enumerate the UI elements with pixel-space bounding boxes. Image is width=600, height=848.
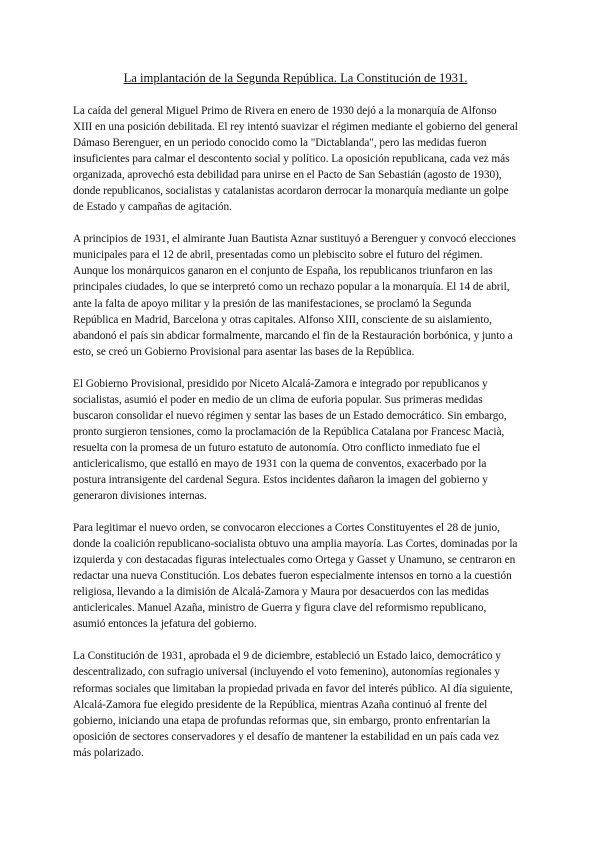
paragraph-3: El Gobierno Provisional, presidido por Niceto Alcalá-Zamora e integrado por republicanos y socialistas, asumió el poder en medio de un clima de euforia popular. Sus primeras medidas buscaron consolidar el nuevo régimen y sentar las bases de un Estado democrático. Sin embargo, pronto surgieron tensiones, como la proclamación de la República Catalana por Francesc Macià, resuelta con la promesa de un futuro estatuto de autonomía. Otro conflicto inmediato fue el anticlericalismo, que estalló en mayo de 1931 con la quema de conventos, exacerbado por la postura intransigente del cardenal Segura. Estos incidentes dañaron la imagen del gobierno y generaron divisiones internas.	[73, 377, 507, 503]
paragraph-4: Para legitimar el nuevo orden, se convocaron elecciones a Cortes Constituyentes el 28 de junio, donde la coalición republicano-socialista obtuvo una amplia mayoría. Las Cortes, dominadas por la izquierda y con destacadas figuras intelectuales como Ortega y Gasset y Unamuno, se centraron en redactar una nueva Constitución. Los debates fueron especialmente intensos en torno a la cuestión religiosa, llevando a la dimisión de Alcalá-Zamora y Maura por desacuerdos con las medidas anticlericales. Manuel Azaña, ministro de Guerra y figura clave del reformismo republicano, asumió entonces la jefatura del gobierno.	[73, 522, 518, 631]
document-title: La implantación de la Segunda República. La Constitución de 1931.	[123, 71, 468, 85]
paragraph-1: La caída del general Miguel Primo de Rivera en enero de 1930 dejó a la monarquía de Alfonso XIII en una posición debilitada. El rey intentó suavizar el régimen mediante el gobierno del general Dámaso Berenguer, en un periodo conocido como la "Dictablanda", pero las medidas fueron insuficientes para calmar el descontento social y político. La oposición republicana, cada vez más organizada, aprovechó esta debilidad para unirse en el Pacto de San Sebastián (agosto de 1930), donde republicanos, socialistas y catalanistas acordaron derrocar la monarquía mediante un golpe de Estado y campañas de agitación.	[73, 105, 518, 214]
paragraph-2: A principios de 1931, el almirante Juan Bautista Aznar sustituyó a Berenguer y convocó elecciones municipales para el 12 de abril, presentadas como un plebiscito sobre el futuro del régimen. Aunque los monárquicos ganaron en el conjunto de España, los republicanos triunfaron en las principales ciudades, lo que se interpretó como un rechazo popular a la monarquía. El 14 de abril, ante la falta de apoyo militar y la presión de las manifestaciones, se proclamó la Segunda República en Madrid, Barcelona y otras capitales. Alfonso XIII, consciente de su aislamiento, abandonó el país sin abdicar formalmente, marcando el fin de la Restauración borbónica, y junto a esto, se creó un Gobierno Provisional para asentar las bases de la República.	[73, 233, 516, 358]
paragraph-5: La Constitución de 1931, aprobada el 9 de diciembre, estableció un Estado laico, democrático y descentralizado, con sufragio universal (incluyendo el voto femenino), autonomías regionales y reformas sociales que limitaban la propiedad privada en favor del interés público. Al día siguiente, Alcalá-Zamora fue elegido presidente de la República, mientras Azaña continuó al frente del gobierno, iniciando una etapa de profundas reformas que, sin embargo, pronto enfrentarían la oposición de sectores conservadores y el desafío de mantener la estabilidad en un país cada vez más polarizado.	[73, 650, 513, 759]
